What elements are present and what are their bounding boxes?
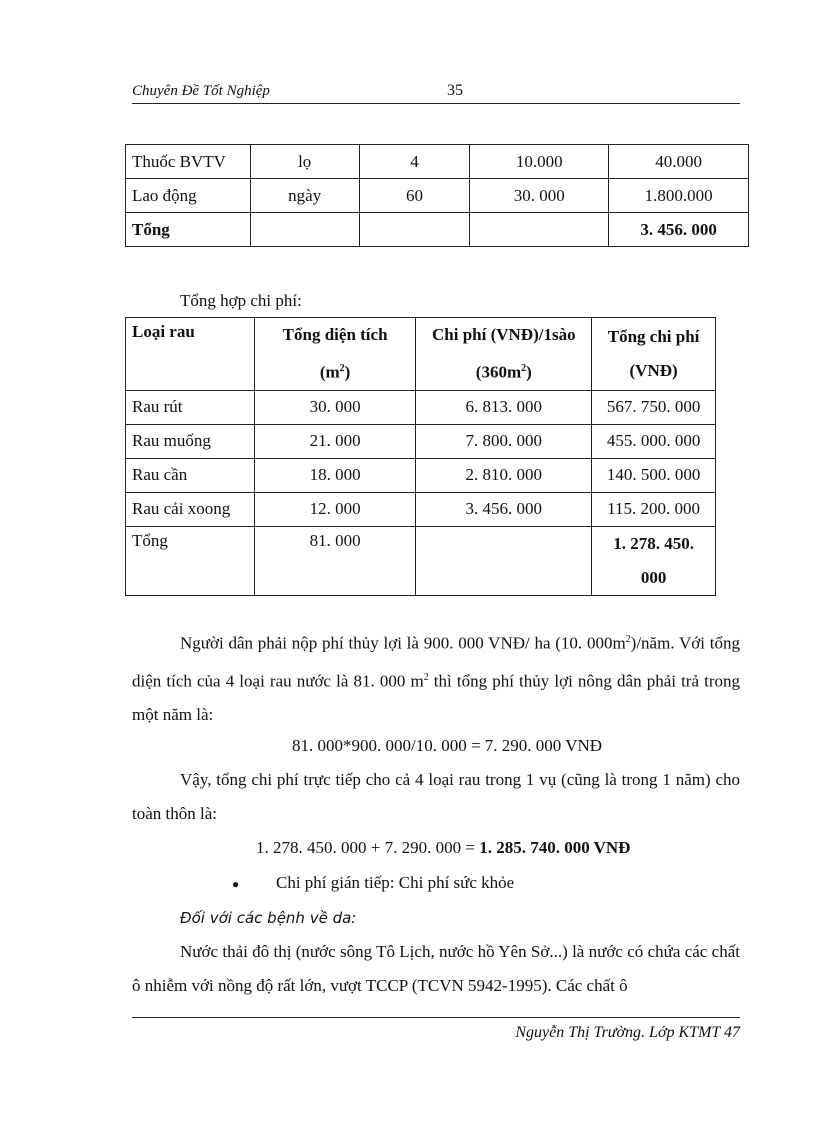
table-cell: 7. 800. 000 xyxy=(416,424,592,458)
footer-author: Nguyễn Thị Trường. Lớp KTMT 47 xyxy=(515,1024,740,1041)
table-total-row xyxy=(126,526,716,595)
cost-summary-table xyxy=(125,317,716,596)
cost-table-continued xyxy=(125,144,749,247)
table-row xyxy=(126,145,749,179)
table-cell: Rau cần xyxy=(126,458,255,492)
table-cell: 2. 810. 000 xyxy=(416,458,592,492)
table-row xyxy=(126,390,716,424)
table-cell: 3. 456. 000 xyxy=(416,492,592,526)
paragraph-direct-cost: Vậy, tổng chi phí trực tiếp cho cả 4 loại rau trong 1 vụ (cũng là trong 1 năm) cho toàn thôn là: xyxy=(132,770,740,823)
table-cell: Tổng xyxy=(126,526,255,595)
table-cell: ngày xyxy=(250,179,359,213)
header-divider xyxy=(132,103,740,104)
paragraph-irrigation-fee: Người dân phải nộp phí thủy lợi là 900. 000 VNĐ/ ha (10. $000m^2$)/năm. Với tổng diện tích của 4 loại rau nước là 81. 000 $m^2$ thì tổng phí thủy lợi nông dân phải trả trong một năm là: xyxy=(132,633,740,725)
table-cell xyxy=(250,213,359,247)
table-cell: 1.800.000 xyxy=(609,179,749,213)
table-cell: Rau muống xyxy=(126,424,255,458)
table-cell: Lao động xyxy=(126,179,251,213)
table-cell: 6. 813. 000 xyxy=(416,390,592,424)
table-cell xyxy=(359,213,470,247)
header-cell: Tổng diện tích $(m^2)$ xyxy=(254,318,416,391)
table-cell: 40.000 xyxy=(609,145,749,179)
table-cell: 30. 000 xyxy=(254,390,416,424)
table-cell: 12. 000 xyxy=(254,492,416,526)
table-cell: Rau rút xyxy=(126,390,255,424)
table-cell: 21. 000 xyxy=(254,424,416,458)
table-cell: 18. 000 xyxy=(254,458,416,492)
formula-irrigation: 81. 000*900. 000/10. 000 = 7. 290. 000 VNĐ xyxy=(292,736,603,755)
table-cell: 567. 750. 000 xyxy=(592,390,716,424)
bullet-icon: ● xyxy=(232,877,240,891)
header-label: Tổng diện tích xyxy=(282,325,388,344)
formula-total: 1. 278. 450. 000 + 7. 290. 000 = 1. 285. 740. 000 VNĐ xyxy=(256,838,631,857)
table-cell: Rau cải xoong xyxy=(126,492,255,526)
table-total-row xyxy=(126,213,749,247)
table-cell: lọ xyxy=(250,145,359,179)
table-cell: 30. 000 xyxy=(470,179,609,213)
table-cell: 140. 500. 000 xyxy=(592,458,716,492)
table-row xyxy=(126,458,716,492)
bullet-indirect-cost: Chi phí gián tiếp: Chi phí sức khỏe xyxy=(276,873,515,892)
header-label: Tổng chi phí xyxy=(607,326,700,346)
paragraph-wastewater: Nước thải đô thị (nước sông Tô Lịch, nước hồ Yên Sở...) là nước có chứa các chất ô nhiễm với nồng độ rất lớn, vượt TCCP (TCVN 5942-1995). Các chất ô xyxy=(132,942,740,995)
header-label: Loại rau xyxy=(132,322,195,341)
table-row xyxy=(126,492,716,526)
table-cell xyxy=(470,213,609,247)
table-header-row xyxy=(126,318,716,391)
header-cell: Chi phí (VNĐ)/1sào $(360m^2)$ xyxy=(416,318,592,391)
table-cell: 10.000 xyxy=(470,145,609,179)
table-cell: 4 xyxy=(359,145,470,179)
table-cell: 81. 000 xyxy=(254,526,416,595)
table-row xyxy=(126,179,749,213)
header-cell xyxy=(126,318,255,391)
table-cell: 3. 456. 000 xyxy=(609,213,749,247)
footer-divider xyxy=(132,1017,740,1018)
table-cell: 455. 000. 000 xyxy=(592,424,716,458)
table-cell: 1. 278. 450. 000 xyxy=(592,526,716,595)
table-cell: Thuốc BVTV xyxy=(126,145,251,179)
table-cell: 115. 200. 000 xyxy=(592,492,716,526)
header-title: Chuyên Đề Tốt Nghiệp xyxy=(132,83,270,99)
table-cell xyxy=(416,526,592,595)
table-cell: 60 xyxy=(359,179,470,213)
header-cell: Tổng chi phí (VNĐ) xyxy=(592,318,716,391)
table-row xyxy=(126,424,716,458)
italic-heading-skin: Đối với các bệnh về da: xyxy=(180,909,357,927)
page-number: 35 xyxy=(447,82,463,99)
summary-heading: Tổng hợp chi phí: xyxy=(180,291,302,310)
header-label: Chi phí (VNĐ)/1sào xyxy=(432,325,576,344)
table-cell: Tổng xyxy=(126,213,251,247)
